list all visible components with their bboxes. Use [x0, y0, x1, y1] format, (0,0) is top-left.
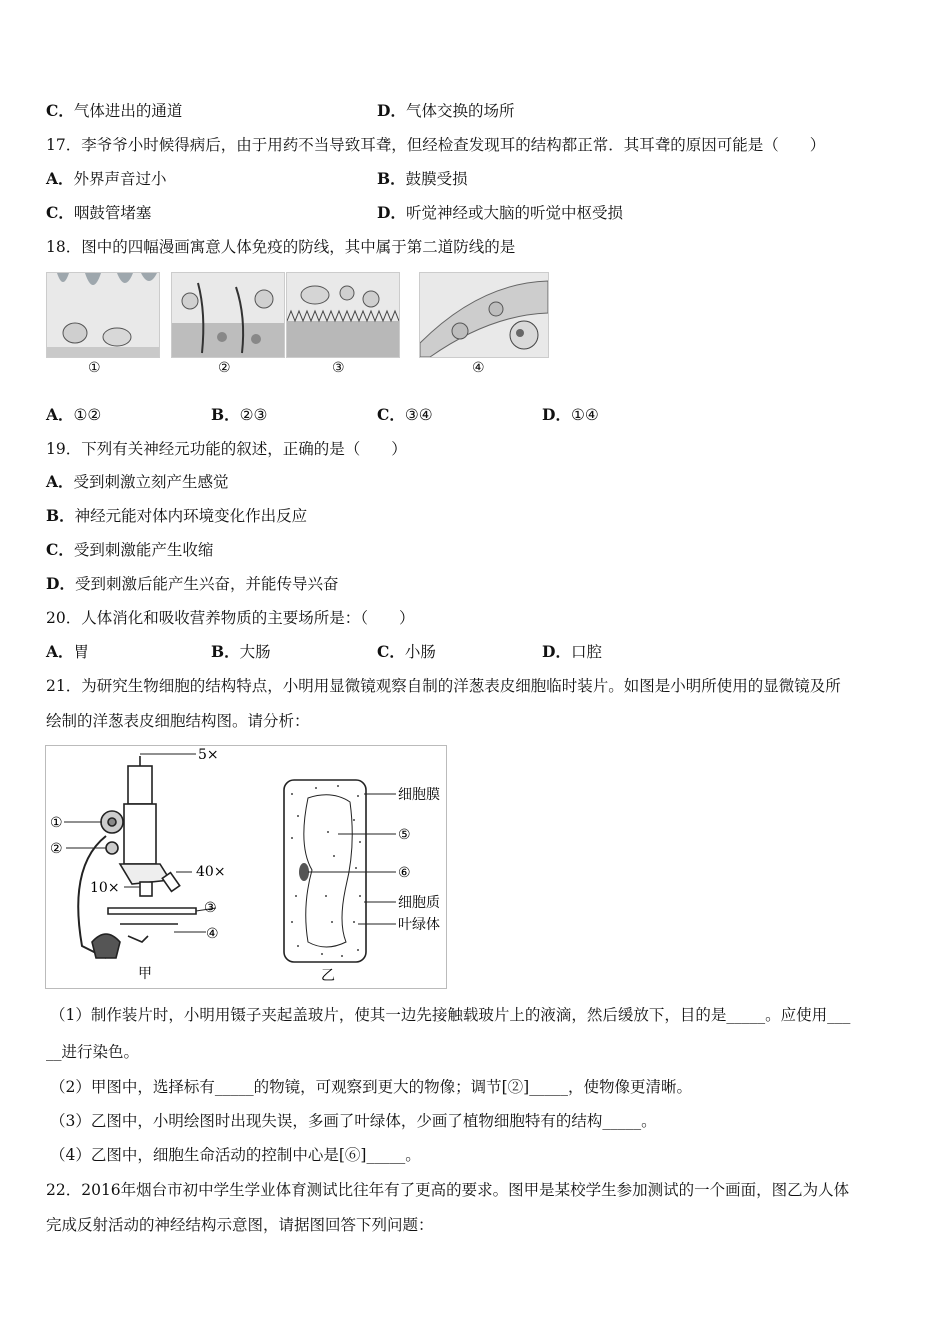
q17-option-d: D．听觉神经或大脑的听觉中枢受损 — [377, 203, 623, 222]
microscope-marker-1: ① — [50, 815, 63, 831]
q16-option-d: D．气体交换的场所 — [377, 101, 515, 120]
q21-sub1-line1: （1）制作装片时，小明用镊子夹起盖玻片，使其一边先接触载玻片上的液滴，然后缓放下，目的是_____。应使用___ — [50, 1006, 851, 1024]
q17-option-c: C．咽鼓管堵塞 — [46, 203, 152, 222]
q21-stem-line1: 21．为研究生物细胞的结构特点，小明用显微镜观察自制的洋葱表皮细胞临时装片。如图是小明所使用的显微镜及所 — [46, 677, 841, 695]
objective-low-label: 10× — [90, 880, 120, 896]
panel-label-3: ③ — [332, 360, 345, 376]
q20-option-a: A．胃 — [46, 642, 90, 661]
microscope-marker-2: ② — [50, 841, 63, 857]
q21-sub1-line2: __进行染色。 — [46, 1043, 140, 1061]
q17-stem: 17．李爷爷小时候得病后，由于用药不当导致耳聋，但经检查发现耳的结构都正常．其耳聋的原因可能是（ ） — [46, 136, 826, 154]
microscope-marker-4: ④ — [206, 926, 219, 942]
figure-caption-a: 甲 — [138, 966, 152, 982]
q18-stem: 18．图中的四幅漫画寓意人体免疫的防线，其中属于第二道防线的是 — [46, 238, 516, 256]
q16-option-c: C．气体进出的通道 — [46, 101, 183, 120]
q18-option-c: C．③④ — [377, 405, 433, 424]
cell-marker-5: ⑤ — [398, 827, 411, 843]
immunity-panel-4 — [419, 272, 549, 358]
q22-stem-line2: 完成反射活动的神经结构示意图，请据图回答下列问题： — [46, 1216, 434, 1234]
figure-caption-b: 乙 — [321, 968, 335, 984]
immunity-panel-2 — [171, 272, 285, 358]
q21-sub2: （2）甲图中，选择标有_____的物镜，可观察到更大的物像；调节[②]_____，使物像更清晰。 — [50, 1078, 692, 1096]
q18-option-b: B．②③ — [211, 405, 268, 424]
chloroplast-label: 叶绿体 — [398, 917, 440, 933]
objective-high-label: 40× — [196, 864, 226, 880]
panel-label-4: ④ — [472, 360, 485, 376]
eyepiece-label: 5× — [198, 747, 219, 763]
q19-option-d: D．受到刺激后能产生兴奋，并能传导兴奋 — [46, 574, 339, 593]
q20-option-b: B．大肠 — [211, 642, 271, 661]
cytoplasm-label: 细胞质 — [398, 895, 440, 911]
q19-option-b: B．神经元能对体内环境变化作出反应 — [46, 506, 308, 525]
q19-option-a: A．受到刺激立刻产生感觉 — [46, 472, 229, 491]
q21-sub4: （4）乙图中，细胞生命活动的控制中心是[⑥]_____。 — [50, 1146, 421, 1164]
onion-cell-drawing — [284, 780, 366, 962]
microscope-marker-3: ③ — [204, 900, 217, 916]
q18-option-a: A．①② — [46, 405, 102, 424]
cell-membrane-label: 细胞膜 — [398, 787, 440, 803]
microscope-cell-figure — [45, 745, 447, 989]
cell-marker-6: ⑥ — [398, 865, 411, 881]
q19-option-c: C．受到刺激能产生收缩 — [46, 540, 214, 559]
immunity-panel-3 — [286, 272, 400, 358]
q17-option-b: B．鼓膜受损 — [377, 169, 468, 188]
q21-stem-line2: 绘制的洋葱表皮细胞结构图。请分析： — [46, 712, 310, 730]
microscope-drawing — [78, 756, 196, 958]
q20-option-d: D．口腔 — [542, 642, 602, 661]
q22-stem-line1: 22．2016年烟台市初中学生学业体育测试比往年有了更高的要求。图甲是某校学生参加测试的一个画面，图乙为人体 — [46, 1181, 850, 1199]
q18-option-d: D．①④ — [542, 405, 599, 424]
immunity-panel-1 — [46, 272, 160, 358]
q19-stem: 19．下列有关神经元功能的叙述，正确的是（ ） — [46, 440, 407, 458]
q20-stem: 20．人体消化和吸收营养物质的主要场所是：（ ） — [46, 609, 415, 627]
panel-label-1: ① — [88, 360, 101, 376]
q21-sub3: （3）乙图中，小明绘图时出现失误，多画了叶绿体，少画了植物细胞特有的结构_____。 — [50, 1112, 657, 1130]
panel-label-2: ② — [218, 360, 231, 376]
q20-option-c: C．小肠 — [377, 642, 436, 661]
q17-option-a: A．外界声音过小 — [46, 169, 167, 188]
